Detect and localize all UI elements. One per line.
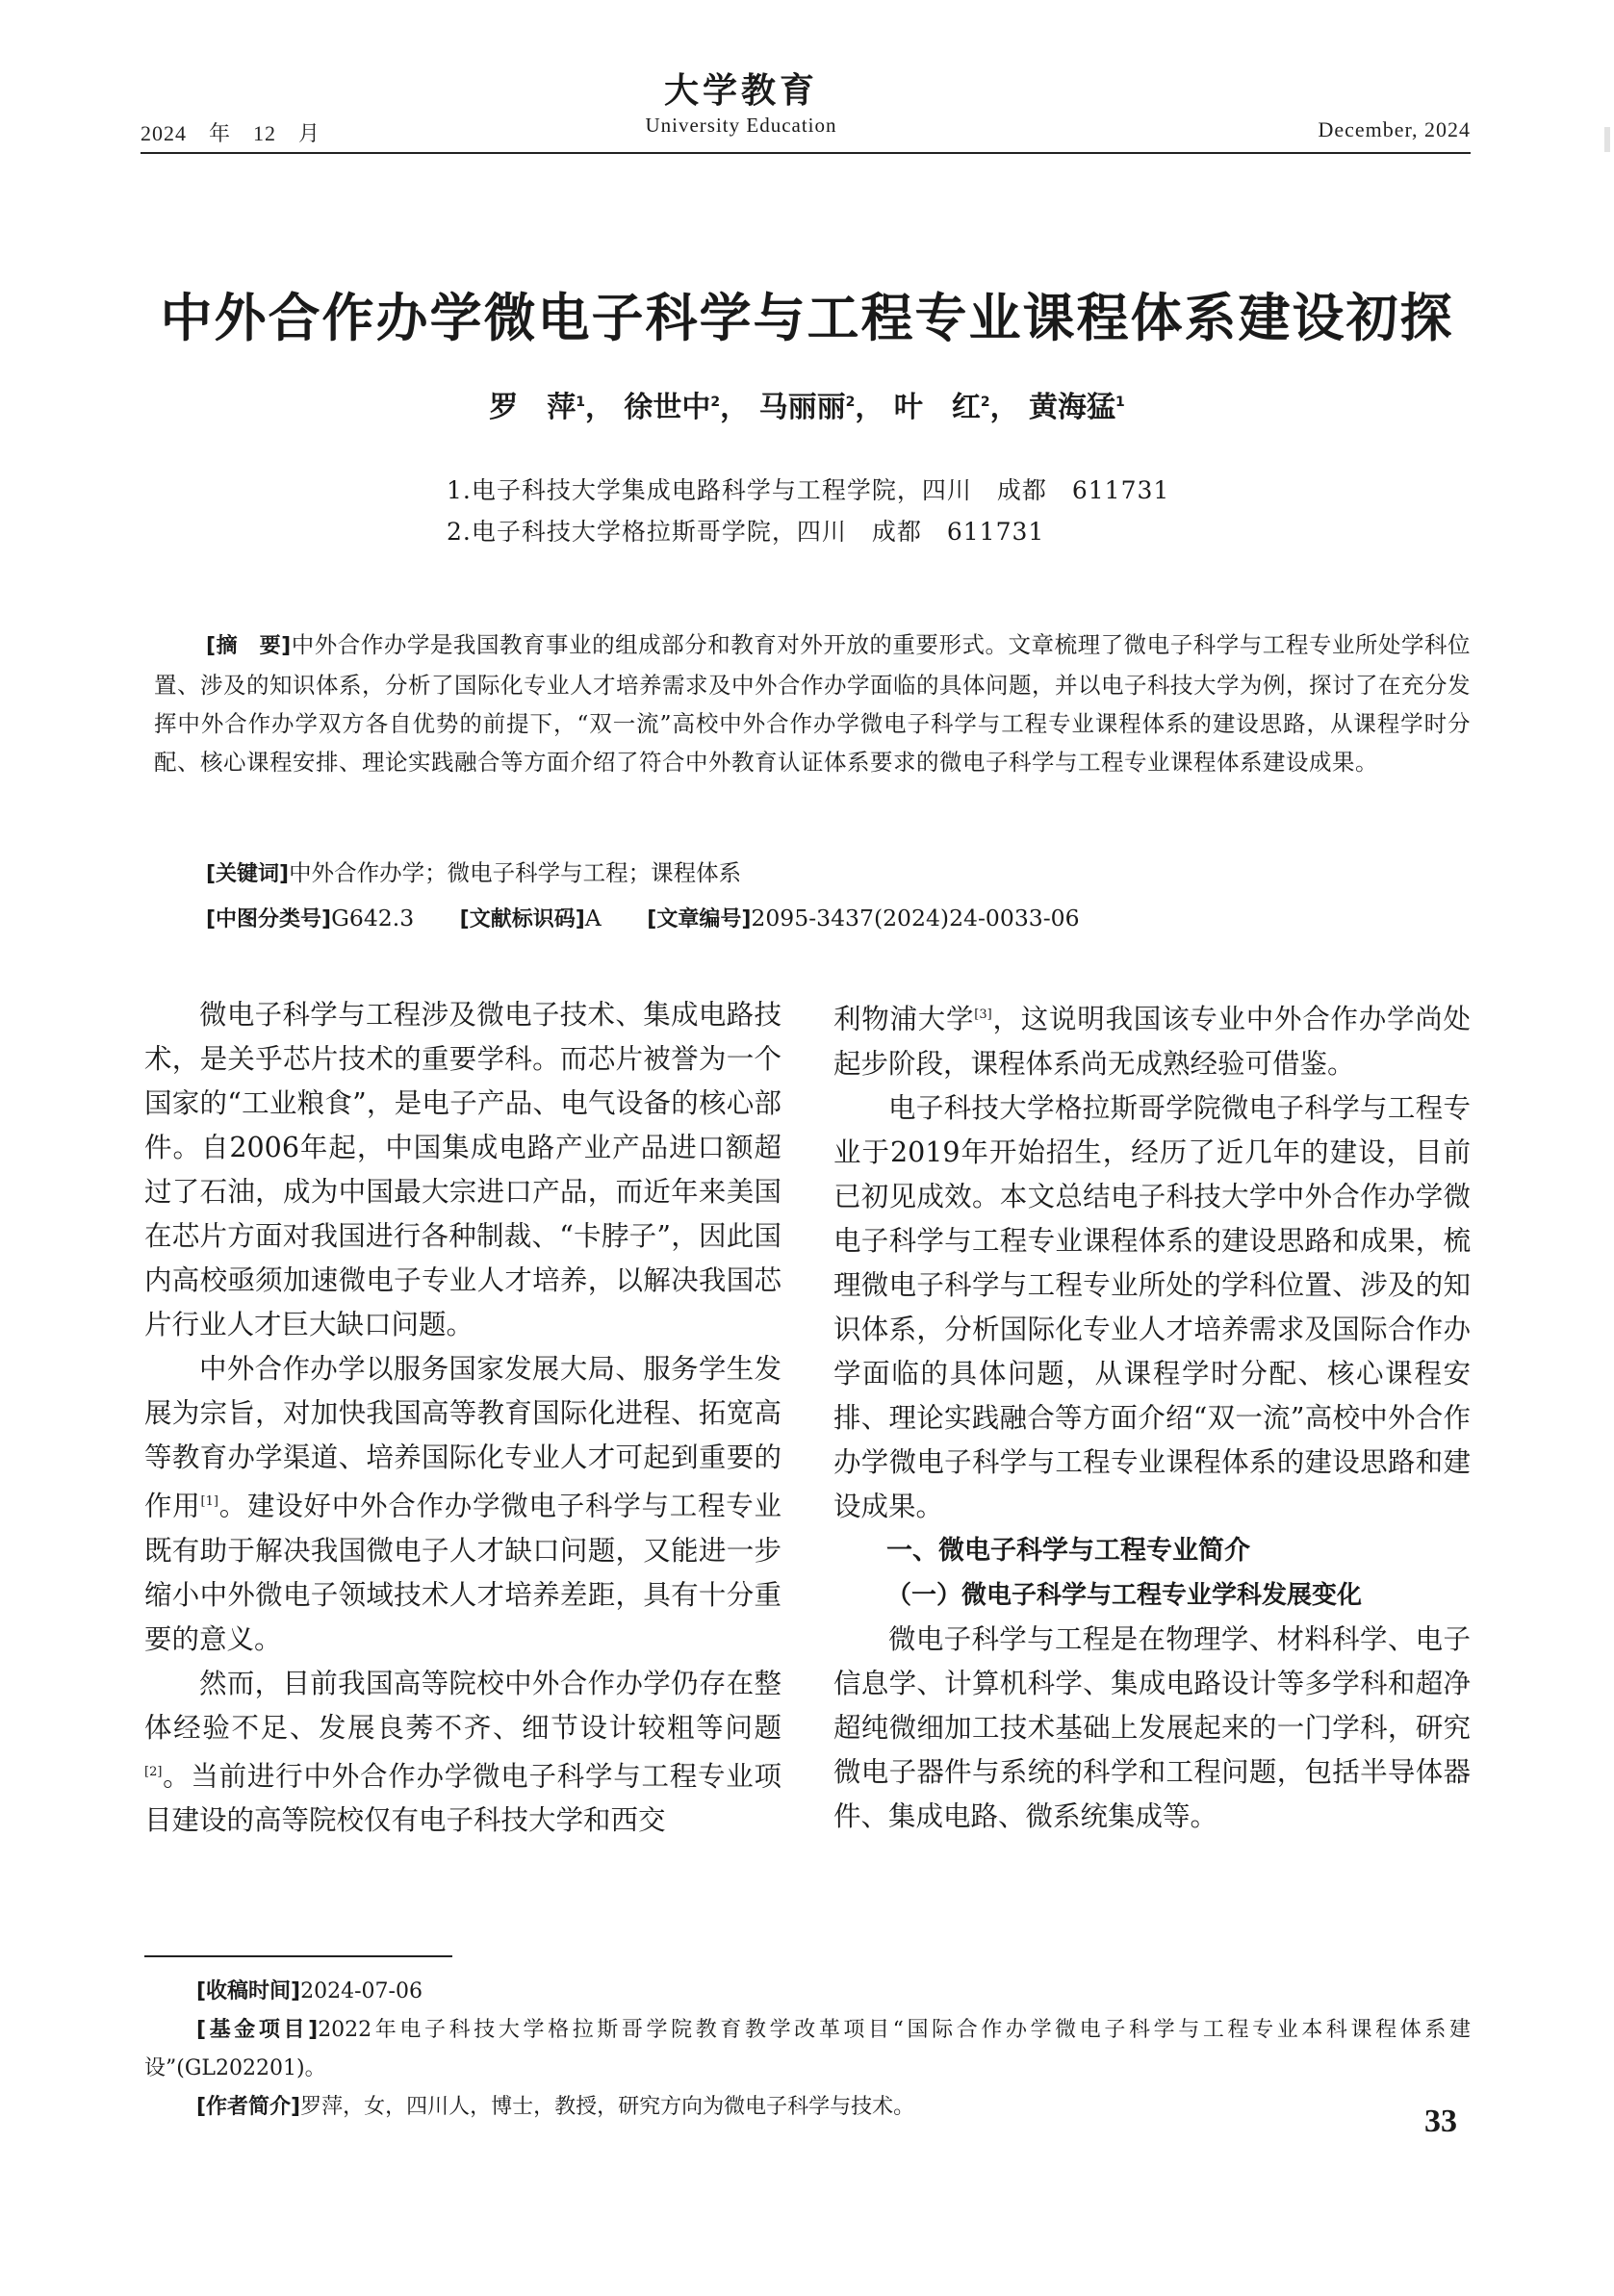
author-affil-mark: 1: [576, 395, 585, 410]
footnote-received: [144, 1973, 1471, 2011]
author-name: 罗 萍: [489, 391, 576, 424]
footnote-label: [作者简介]: [196, 2095, 301, 2119]
citation-ref: [1]: [200, 1494, 218, 1509]
author-affil-mark: 2: [980, 395, 990, 410]
footnote-author: [144, 2088, 1471, 2127]
author-name: 徐世中: [624, 391, 711, 424]
footnote-text: 2024-07-06: [300, 1979, 423, 2003]
paragraph-text: 中外合作办学以服务国家发展大局、服务学生发展为宗旨，对加快我国高等教育国际化进程、拓宽高等教育办学渠道、培养国际化专业人才可起到重要的作用: [144, 1353, 781, 1522]
doc-code-label: [文献标识码]: [459, 907, 585, 931]
body-paragraph: [144, 1662, 781, 1844]
subsection-heading: （一）微电子科学与工程专业学科发展变化: [886, 1580, 1363, 1610]
author-affil-mark: 2: [710, 395, 721, 410]
body-paragraph: [144, 1347, 781, 1662]
header-rule: [141, 152, 1471, 154]
page-number: 33: [1424, 2104, 1457, 2139]
footnote-fund: [144, 2011, 1471, 2088]
abstract-label: [摘 要]: [206, 634, 292, 658]
body-paragraph: 电子科技大学格拉斯哥学院微电子科学与工程专业于2019年开始招生，经历了近几年的建设，目前已初见成效。本文总结电子科技大学中外合作办学微电子科学与工程专业课程体系的建设思路和成果，梳理微电子科学与工程专业所处的学科位置、涉及的知识体系，分析国际化专业人才培养需求及国际合作办学面临的具体问题，从课程学时分配、核心课程安排、理论实践融合等方面介绍“双一流”高校中外合作办学微电子科学与工程专业课程体系的建设思路和建设成果。: [833, 1091, 1471, 1522]
affiliation-2: 2.电子科技大学格拉斯哥学院，四川 成都 611731: [447, 518, 1045, 546]
citation-ref: [3]: [974, 1008, 992, 1022]
body-column-left: [144, 993, 781, 1843]
paragraph-text: 。建设好中外合作办学微电子科学与工程专业既有助于解决我国微电子人才缺口问题，又能进一步缩小中外微电子领域技术人才培养差距，具有十分重要的意义。: [144, 1490, 781, 1655]
footnote-label: [收稿时间]: [196, 1979, 301, 2003]
keywords-text: 中外合作办学；微电子科学与工程；课程体系: [289, 859, 742, 886]
abstract-text: 中外合作办学是我国教育事业的组成部分和教育对外开放的重要形式。文章梳理了微电子科学与工程专业所处学科位置、涉及的知识体系，分析了国际化专业人才培养需求及中外合作办学面临的具体问题，并以电子科技大学为例，探讨了在充分发挥中外合作办学双方各自优势的前提下，“双一流”高校中外合作办学微电子科学与工程专业课程体系的建设思路，从课程学时分配、核心课程安排、理论实践融合等方面介绍了符合中外教育认证体系要求的微电子科学与工程专业课程体系建设成果。: [154, 631, 1471, 776]
journal-name-en: University Education: [645, 114, 837, 137]
author-list: 罗 萍$^1$， 徐世中$^2$， 马丽丽$^2$， 叶 红$^2$， 黄海猛$^1$: [489, 391, 1125, 424]
keywords: [206, 855, 1457, 887]
article-title: 中外合作办学微电子科学与工程专业课程体系建设初探: [160, 288, 1454, 348]
footnote-text: 2022年电子科技大学格拉斯哥学院教育教学改革项目“国际合作办学微电子科学与工程专业本科课程体系建设”(GL202201)。: [144, 2018, 1471, 2080]
clc-label: [中图分类号]: [206, 907, 332, 931]
citation-ref: [2]: [144, 1764, 163, 1779]
paragraph-text: 然而，目前我国高等院校中外合作办学仍存在整体经验不足、发展良莠不齐、细节设计较粗等问题: [144, 1667, 781, 1744]
footnotes: [144, 1973, 1471, 2127]
affiliation-1: 1.电子科技大学集成电路科学与工程学院，四川 成都 611731: [447, 476, 1170, 504]
edge-mark: [1604, 127, 1610, 152]
classification-line: [206, 903, 1471, 932]
header-date-cn: 2024 年 12 月: [141, 121, 321, 145]
author-affil-mark: 1: [1115, 395, 1125, 410]
doc-code: A: [584, 905, 602, 931]
keywords-label: [关键词]: [206, 862, 290, 886]
journal-logo: 大学教育: [663, 70, 818, 111]
paragraph-text: ，这说明我国该专业中外合作办学尚处起步阶段，课程体系尚无成熟经验可借鉴。: [833, 1003, 1471, 1080]
body-paragraph: 微电子科学与工程涉及微电子技术、集成电路技术，是关乎芯片技术的重要学科。而芯片被誉为一个国家的“工业粮食”，是电子产品、电气设备的核心部件。自2006年起，中国集成电路产业产品进口额超过了石油，成为中国最大宗进口产品，而近年来美国在芯片方面对我国进行各种制裁、“卡脖子”，因此国内高校亟须加速微电子专业人才培养，以解决我国芯片行业人才巨大缺口问题。: [144, 999, 781, 1340]
body-paragraph: [833, 993, 1471, 1086]
author-name: 马丽丽: [758, 391, 846, 424]
footnote-label: [基金项目]: [196, 2018, 319, 2042]
author-name: 叶 红: [893, 391, 981, 424]
author-name: 黄海猛: [1029, 391, 1116, 424]
section-heading: 一、微电子科学与工程专业简介: [886, 1535, 1250, 1566]
body-paragraph: 微电子科学与工程是在物理学、材料科学、电子信息学、计算机科学、集成电路设计等多学科和超净超纯微细加工技术基础上发展起来的一门学科，研究微电子器件与系统的科学和工程问题，包括半导体器件、集成电路、微系统集成等。: [833, 1622, 1471, 1832]
paragraph-text: 。当前进行中外合作办学微电子科学与工程专业项目建设的高等院校仅有电子科技大学和西交: [144, 1760, 781, 1836]
clc-code: G642.3: [331, 905, 415, 931]
author-affil-mark: 2: [845, 395, 856, 410]
footnote-text: 罗萍，女，四川人，博士，教授，研究方向为微电子科学与技术。: [300, 2095, 915, 2119]
abstract: [154, 625, 1471, 781]
footnote-rule: [144, 1955, 452, 1957]
header-date-en: December, 2024: [1318, 117, 1471, 141]
article-number: 2095-3437(2024)24-0033-06: [751, 905, 1080, 931]
paragraph-text: 利物浦大学: [833, 1003, 975, 1035]
body-column-right: [833, 993, 1471, 1839]
article-number-label: [文章编号]: [647, 907, 752, 931]
